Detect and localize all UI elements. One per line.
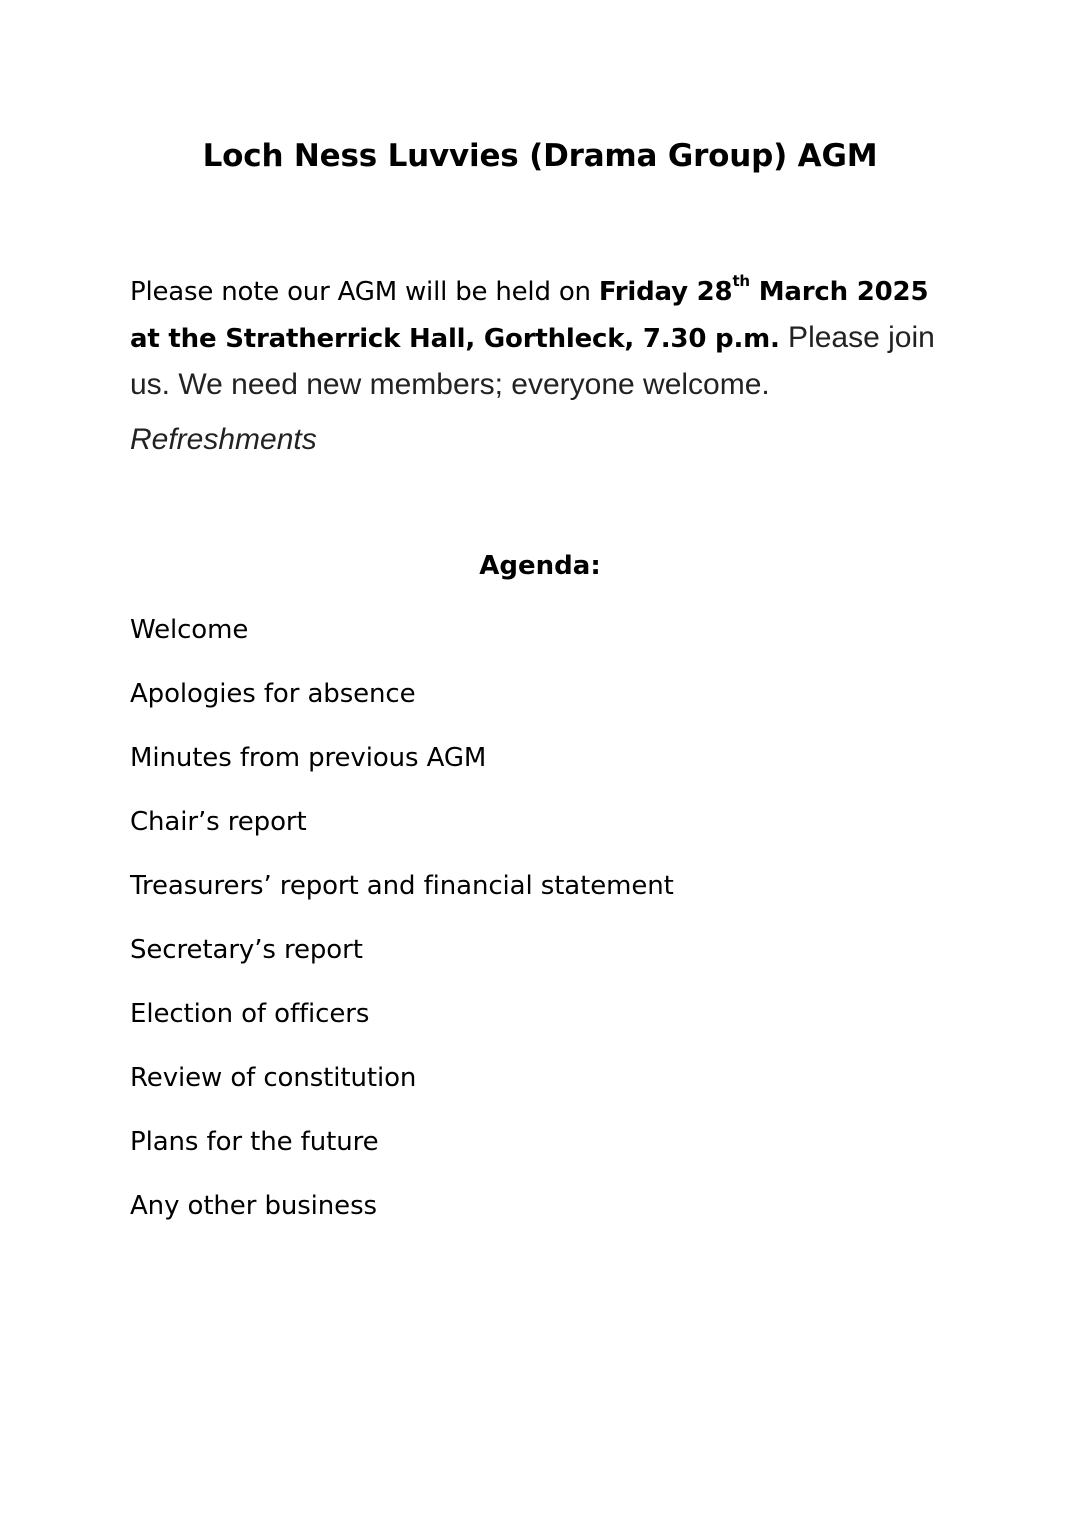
intro-text-start: Please note our AGM will be held on [130, 277, 599, 307]
intro-text-end: Please join us. We need new members; everyone welcome. [130, 321, 935, 401]
meeting-date-ordinal: th [732, 272, 750, 291]
agenda-item: Review of constitution [130, 1063, 417, 1093]
agenda-item: Any other business [130, 1191, 377, 1221]
agenda-item: Treasurers’ report and financial statement [130, 871, 674, 901]
meeting-date-day: Friday 28 [598, 277, 733, 307]
intro-paragraph [130, 270, 960, 409]
agenda-item: Election of officers [130, 999, 370, 1029]
meeting-date [598, 272, 929, 307]
refreshments-note: Refreshments [130, 423, 317, 456]
agenda-item: Apologies for absence [130, 679, 416, 709]
agenda-item: Chair’s report [130, 807, 307, 837]
agenda-item: Secretary’s report [130, 935, 363, 965]
page-title: Loch Ness Luvvies (Drama Group) AGM [202, 138, 878, 174]
agenda-heading: Agenda: [479, 551, 601, 581]
agenda-item: Minutes from previous AGM [130, 743, 487, 773]
meeting-date-month-year: March 2025 [749, 277, 929, 307]
agenda-item: Welcome [130, 615, 249, 645]
meeting-venue: at the Stratherrick Hall, Gorthleck, 7.30 p.m. [130, 324, 780, 354]
agenda-list [130, 612, 674, 1252]
agenda-item: Plans for the future [130, 1127, 379, 1157]
